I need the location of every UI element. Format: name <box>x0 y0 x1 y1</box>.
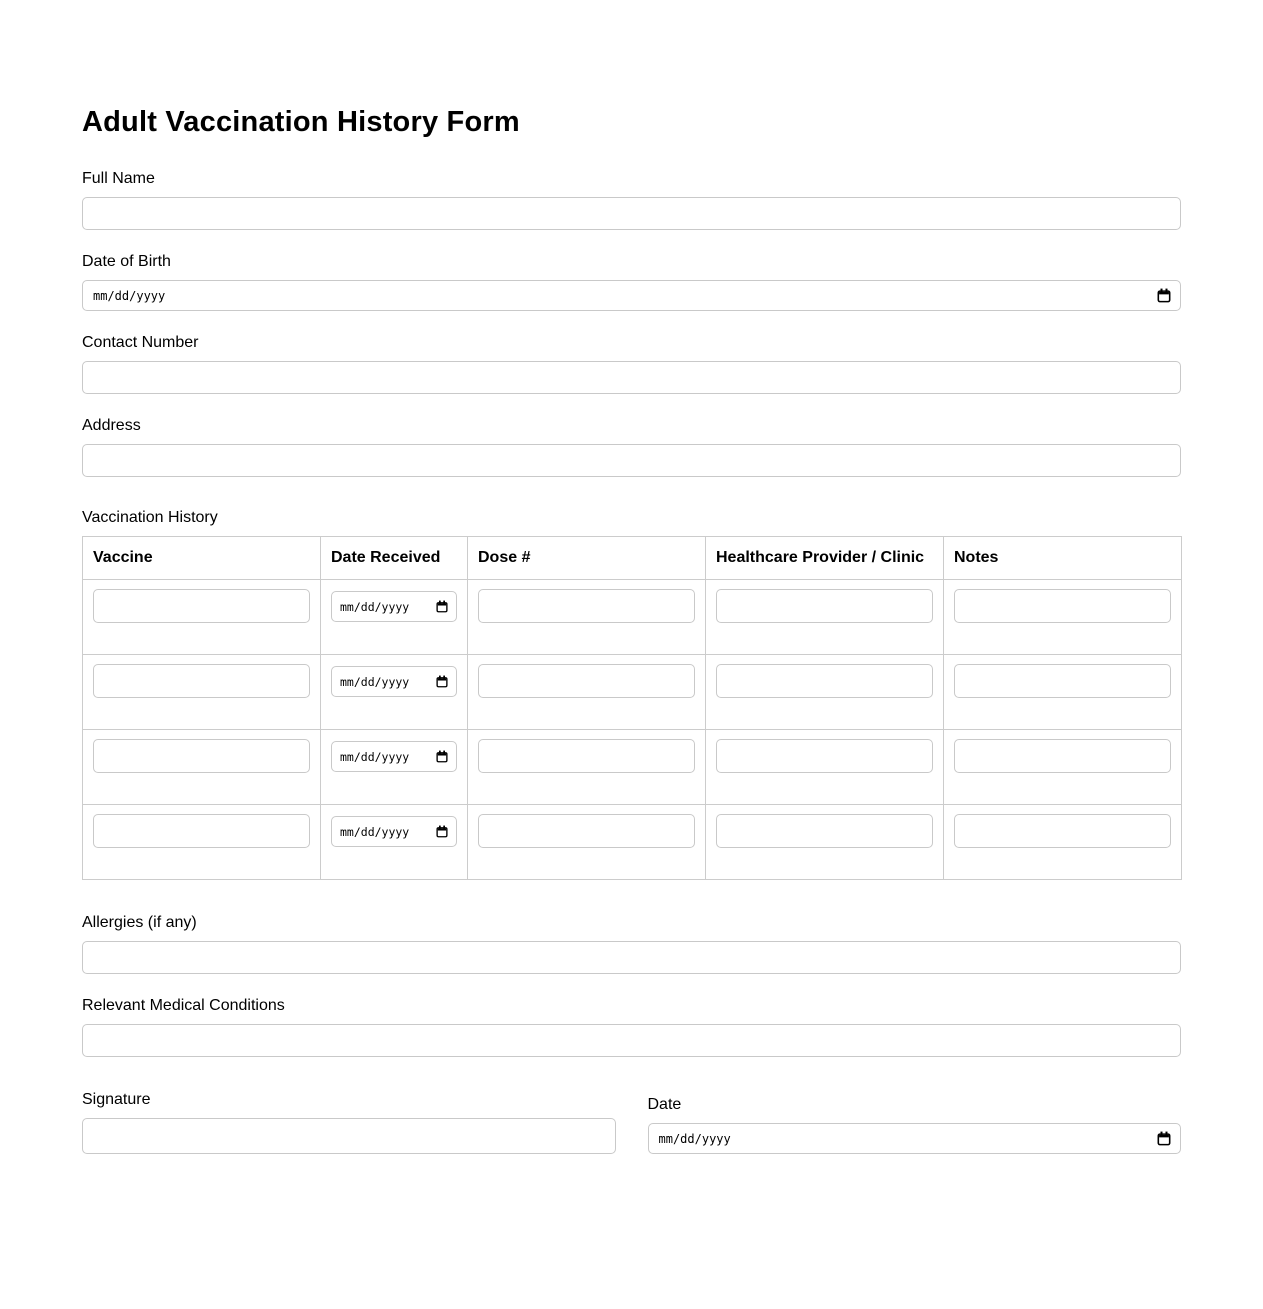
notes-cell <box>944 805 1182 880</box>
vaccine-cell <box>83 580 321 655</box>
signature-input[interactable] <box>82 1118 616 1154</box>
date-placeholder: mm/dd/yyyy <box>340 824 410 839</box>
notes-cell <box>944 580 1182 655</box>
signature-group <box>82 1090 616 1154</box>
full-name-group <box>82 169 1181 230</box>
allergies-label: Allergies (if any) <box>82 914 197 931</box>
calendar-icon[interactable] <box>1157 288 1171 303</box>
dose-input[interactable] <box>478 589 695 623</box>
notes-cell <box>944 730 1182 805</box>
vaccine-input[interactable] <box>93 739 310 773</box>
medical-conditions-label: Relevant Medical Conditions <box>82 997 285 1014</box>
date-placeholder: mm/dd/yyyy <box>340 749 410 764</box>
notes-input[interactable] <box>954 589 1171 623</box>
date-input[interactable] <box>648 1123 1182 1154</box>
table-row <box>83 805 1182 880</box>
vaccination-history-table <box>82 536 1182 880</box>
page-title: Adult Vaccination History Form <box>82 106 520 138</box>
full-name-input[interactable] <box>82 197 1181 230</box>
dose-input[interactable] <box>478 739 695 773</box>
address-label: Address <box>82 417 141 434</box>
date-received-cell <box>321 730 468 805</box>
date-received-cell <box>321 580 468 655</box>
dose-cell <box>468 805 706 880</box>
date-received-input[interactable] <box>331 666 457 697</box>
col-header-provider: Healthcare Provider / Clinic <box>706 537 944 580</box>
contact-number-label: Contact Number <box>82 334 199 351</box>
date-group <box>648 1095 1182 1154</box>
table-header-row <box>83 537 1182 580</box>
medical-conditions-group <box>82 996 1181 1057</box>
date-placeholder: mm/dd/yyyy <box>93 288 166 303</box>
vaccine-cell <box>83 655 321 730</box>
table-row <box>83 580 1182 655</box>
date-of-birth-group <box>82 252 1181 311</box>
date-received-cell <box>321 805 468 880</box>
provider-cell <box>706 655 944 730</box>
notes-input[interactable] <box>954 739 1171 773</box>
calendar-icon[interactable] <box>436 600 448 613</box>
provider-input[interactable] <box>716 739 933 773</box>
contact-number-group <box>82 333 1181 394</box>
provider-input[interactable] <box>716 814 933 848</box>
table-row <box>83 655 1182 730</box>
signature-date-row <box>82 1090 1181 1154</box>
dose-cell <box>468 655 706 730</box>
date-of-birth-input[interactable] <box>82 280 1181 311</box>
notes-input[interactable] <box>954 664 1171 698</box>
date-placeholder: mm/dd/yyyy <box>340 674 410 689</box>
form-container <box>82 0 1181 1274</box>
dose-cell <box>468 730 706 805</box>
col-header-dose: Dose # <box>468 537 706 580</box>
provider-cell <box>706 805 944 880</box>
medical-conditions-input[interactable] <box>82 1024 1181 1057</box>
vaccine-input[interactable] <box>93 814 310 848</box>
address-group <box>82 416 1181 477</box>
provider-cell <box>706 730 944 805</box>
col-header-notes: Notes <box>944 537 1182 580</box>
signature-label: Signature <box>82 1091 151 1108</box>
notes-input[interactable] <box>954 814 1171 848</box>
vaccine-cell <box>83 805 321 880</box>
vaccine-input[interactable] <box>93 664 310 698</box>
full-name-label: Full Name <box>82 170 155 187</box>
date-placeholder: mm/dd/yyyy <box>340 599 410 614</box>
address-input[interactable] <box>82 444 1181 477</box>
provider-input[interactable] <box>716 589 933 623</box>
vaccination-history-section-label: Vaccination History <box>82 509 218 526</box>
date-received-input[interactable] <box>331 816 457 847</box>
date-placeholder: mm/dd/yyyy <box>658 1131 731 1146</box>
contact-number-input[interactable] <box>82 361 1181 394</box>
calendar-icon[interactable] <box>1157 1131 1171 1146</box>
vaccine-cell <box>83 730 321 805</box>
date-received-input[interactable] <box>331 741 457 772</box>
col-header-vaccine: Vaccine <box>83 537 321 580</box>
date-of-birth-label: Date of Birth <box>82 253 171 270</box>
date-received-input[interactable] <box>331 591 457 622</box>
table-body <box>83 580 1182 880</box>
table-row <box>83 730 1182 805</box>
allergies-input[interactable] <box>82 941 1181 974</box>
provider-cell <box>706 580 944 655</box>
dose-cell <box>468 580 706 655</box>
dose-input[interactable] <box>478 664 695 698</box>
vaccine-input[interactable] <box>93 589 310 623</box>
notes-cell <box>944 655 1182 730</box>
calendar-icon[interactable] <box>436 750 448 763</box>
dose-input[interactable] <box>478 814 695 848</box>
date-received-cell <box>321 655 468 730</box>
allergies-group <box>82 913 1181 974</box>
calendar-icon[interactable] <box>436 675 448 688</box>
provider-input[interactable] <box>716 664 933 698</box>
col-header-date-received: Date Received <box>321 537 468 580</box>
calendar-icon[interactable] <box>436 825 448 838</box>
date-label: Date <box>647 1096 682 1113</box>
